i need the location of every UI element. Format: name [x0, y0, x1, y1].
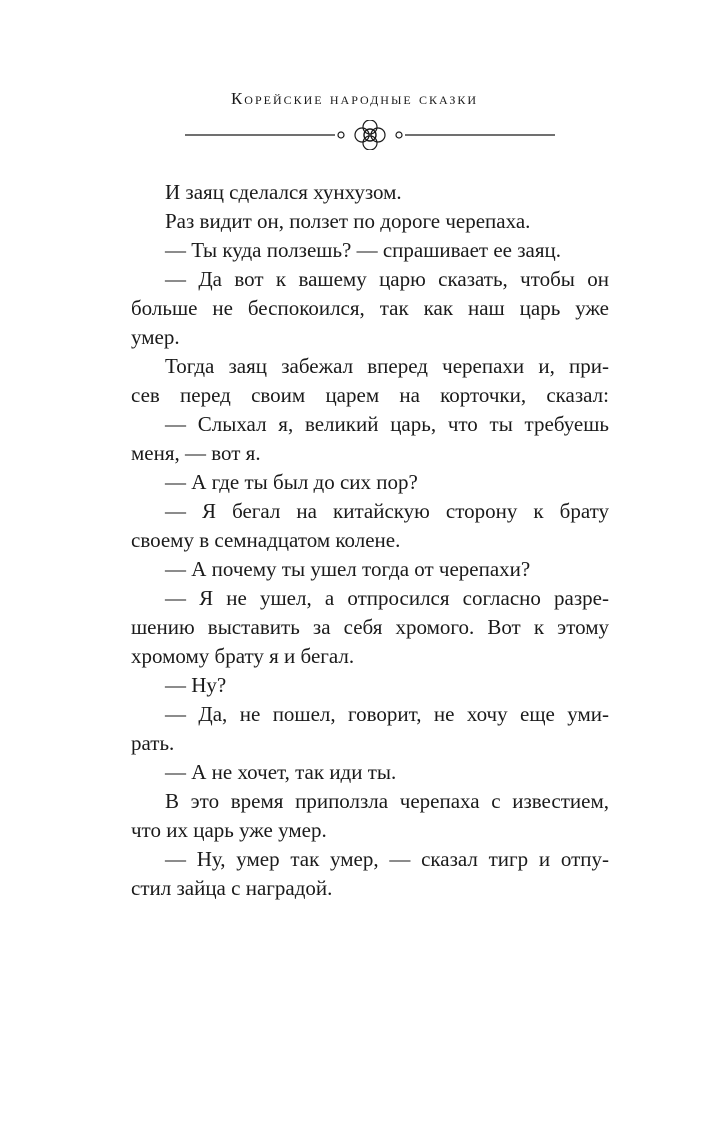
text-line: — А почему ты ушел тогда от черепахи?: [165, 557, 531, 581]
text-line: — Ну?: [165, 673, 227, 697]
text-line: Раз видит он, ползет по дороге черепаха.: [165, 209, 531, 233]
text-line: — А не хочет, так иди ты.: [165, 760, 397, 784]
text-line: И заяц сделался хунхузом.: [165, 180, 402, 204]
text-line: — Слыхал я, великий царь, что ты требуешь: [165, 412, 609, 436]
text-line: Тогда заяц забежал вперед черепахи и, при-: [165, 354, 609, 378]
text-line: больше не беспокоился, так как наш царь уже: [131, 296, 609, 320]
text-line: — Да, не пошел, говорит, не хочу еще уми-: [165, 702, 609, 726]
text-line: рать.: [131, 731, 175, 755]
knot-ornament-icon: [185, 120, 555, 150]
text-line: — Я бегал на китайскую сторону к брату: [165, 499, 609, 523]
story-text: [131, 178, 609, 903]
running-title: Корейские народные сказки: [230, 89, 479, 108]
text-line: шению выставить за себя хромого. Вот к этому: [131, 615, 609, 639]
text-line: — Да вот к вашему царю сказать, чтобы он: [165, 267, 609, 291]
text-line: В это время приползла черепаха с известием,: [165, 789, 609, 813]
text-line: — Ну, умер так умер, — сказал тигр и отпу-: [165, 847, 609, 871]
text-line: сев перед своим царем на корточки, сказал:: [131, 383, 609, 407]
text-line: — Ты куда ползешь? — спрашивает ее заяц.: [165, 238, 562, 262]
text-line: стил зайца с наградой.: [131, 876, 333, 900]
text-line: что их царь уже умер.: [131, 818, 327, 842]
text-line: меня, — вот я.: [131, 441, 261, 465]
text-line: — Я не ушел, а отпросился согласно разре-: [165, 586, 609, 610]
text-line: хромому брату я и бегал.: [131, 644, 355, 668]
text-line: — А где ты был до сих пор?: [165, 470, 418, 494]
text-line: своему в семнадцатом колене.: [131, 528, 401, 552]
text-line: умер.: [131, 325, 180, 349]
